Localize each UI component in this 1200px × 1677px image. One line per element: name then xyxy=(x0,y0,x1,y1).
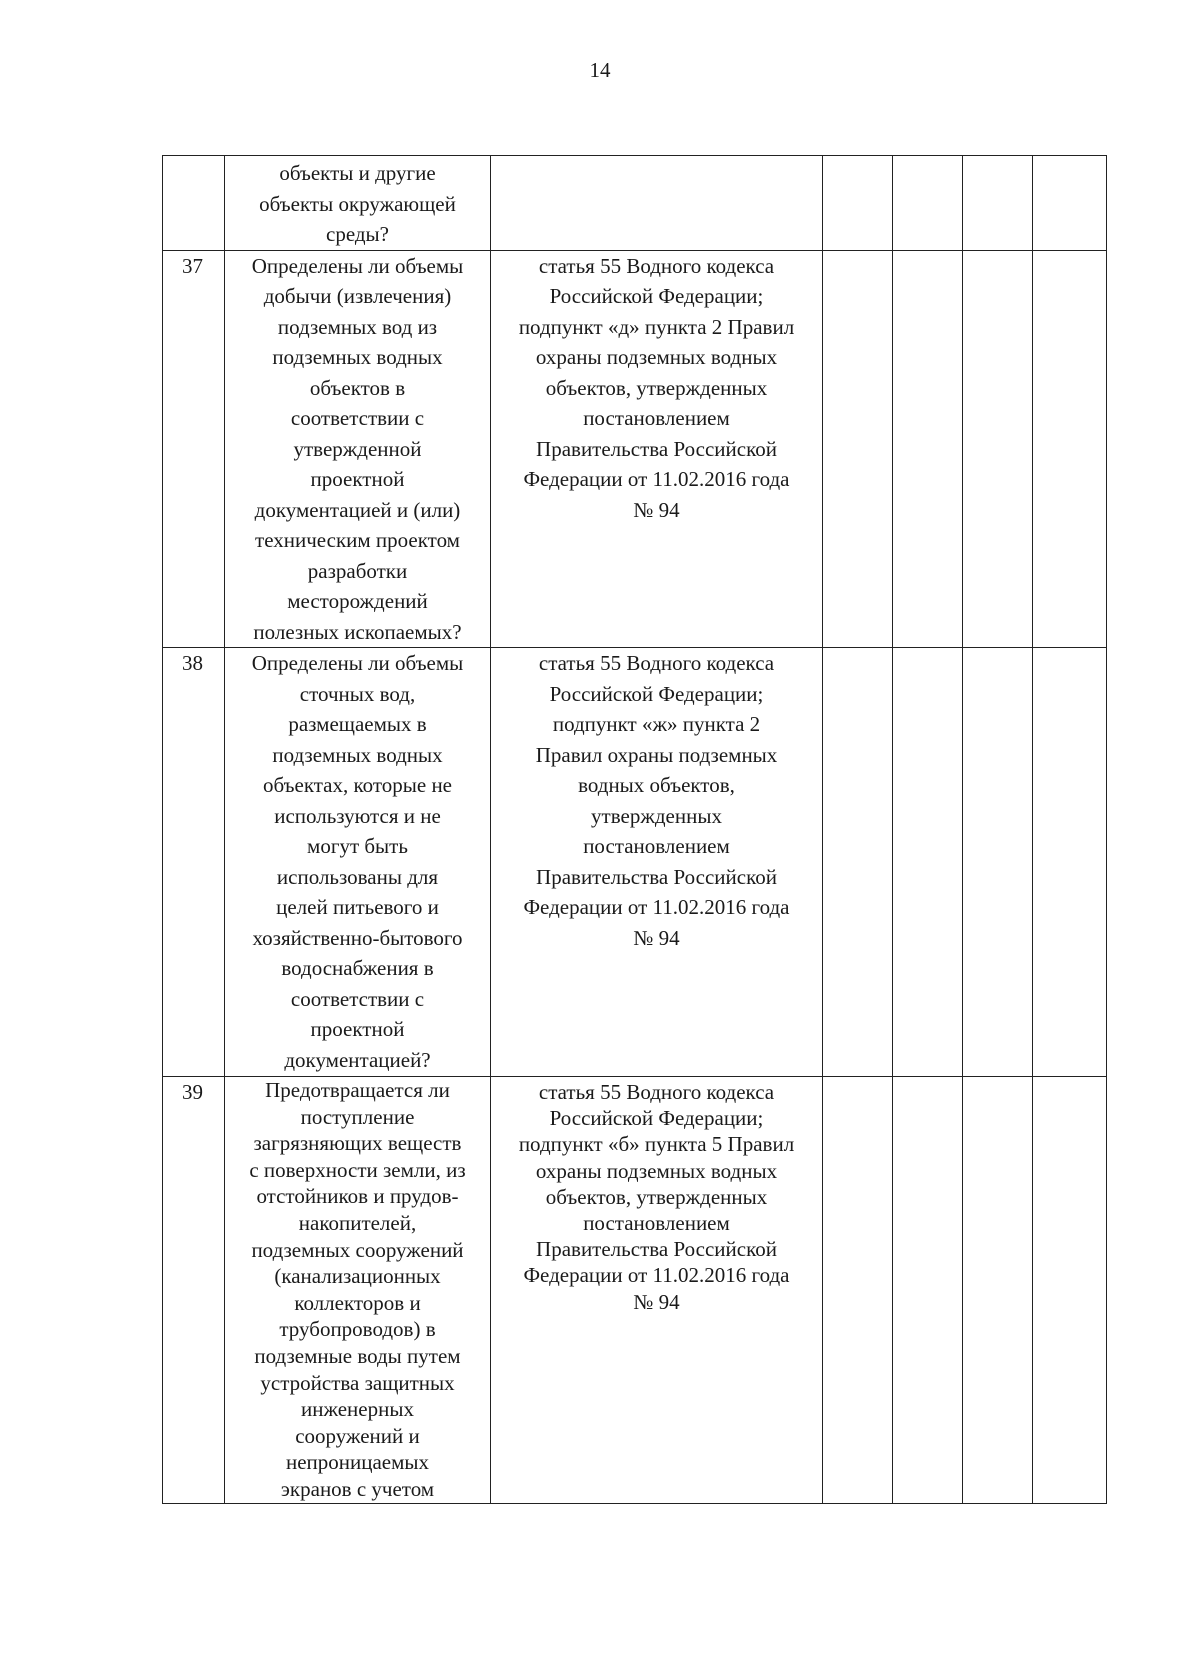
question-cell xyxy=(225,1077,491,1504)
answer-na-cell xyxy=(963,156,1033,251)
question-text: Предотвращается ли поступление загрязняющих веществ с поверхности земли, из отстойников и прудов- накопителей, подземных сооружений (канализационных коллекторов и трубопроводов) в подземные воды путем устройства защитных инженерных сооружений и непроницаемых экранов с учетом xyxy=(249,1078,466,1501)
notes-cell xyxy=(1033,250,1107,648)
row-number-cell: 38 xyxy=(163,648,225,1077)
row-number-cell: 39 xyxy=(163,1077,225,1504)
page-number: 14 xyxy=(589,58,611,82)
answer-na-cell xyxy=(963,1077,1033,1504)
question-text: Определены ли объемы сточных вод, размещаемых в подземных водных объектах, которые не используются и не могут быть использованы для целей питьевого и хозяйственно-бытового водоснабжения в соответствии с проектной документацией? xyxy=(251,651,464,1072)
table-row xyxy=(163,1077,1107,1504)
answer-no-cell xyxy=(893,1077,963,1504)
reference-cell xyxy=(491,156,823,251)
row-number-cell: 37 xyxy=(163,250,225,648)
notes-cell xyxy=(1033,156,1107,251)
answer-yes-cell xyxy=(823,648,893,1077)
notes-cell xyxy=(1033,1077,1107,1504)
answer-yes-cell xyxy=(823,250,893,648)
reference-text: статья 55 Водного кодекса Российской Федерации; подпункт «б» пункта 5 Правил охраны подземных водных объектов, утвержденных постановлением Правительства Российской Федерации от 11.02.2016 года № 94 xyxy=(518,1080,795,1314)
reference-text: статья 55 Водного кодекса Российской Федерации; подпункт «д» пункта 2 Правил охраны подземных водных объектов, утвержденных постановлением Правительства Российской Федерации от 11.02.2016 года № 94 xyxy=(518,253,795,522)
table-row xyxy=(163,648,1107,1077)
answer-no-cell xyxy=(893,648,963,1077)
row-number-cell xyxy=(163,156,225,251)
question-text: Определены ли объемы добычи (извлечения) подземных вод из подземных водных объектов в соответствии с утвержденной проектной документацией и (или) техническим проектом разработки месторождений полезных ископаемых? xyxy=(251,253,464,644)
reference-cell xyxy=(491,1077,823,1504)
answer-no-cell xyxy=(893,250,963,648)
table-row xyxy=(163,156,1107,251)
table-row xyxy=(163,250,1107,648)
question-cell xyxy=(225,648,491,1077)
question-cell xyxy=(225,156,491,251)
checklist-table xyxy=(162,155,1107,1504)
answer-na-cell xyxy=(963,648,1033,1077)
question-cell xyxy=(225,250,491,648)
answer-no-cell xyxy=(893,156,963,251)
reference-cell xyxy=(491,250,823,648)
notes-cell xyxy=(1033,648,1107,1077)
answer-yes-cell xyxy=(823,156,893,251)
answer-na-cell xyxy=(963,250,1033,648)
answer-yes-cell xyxy=(823,1077,893,1504)
question-text: объекты и другие объекты окружающей среды? xyxy=(259,161,456,246)
reference-text: статья 55 Водного кодекса Российской Федерации; подпункт «ж» пункта 2 Правил охраны подземных водных объектов, утвержденных постановлением Правительства Российской Федерации от 11.02.2016 года № 94 xyxy=(523,651,790,950)
reference-cell xyxy=(491,648,823,1077)
